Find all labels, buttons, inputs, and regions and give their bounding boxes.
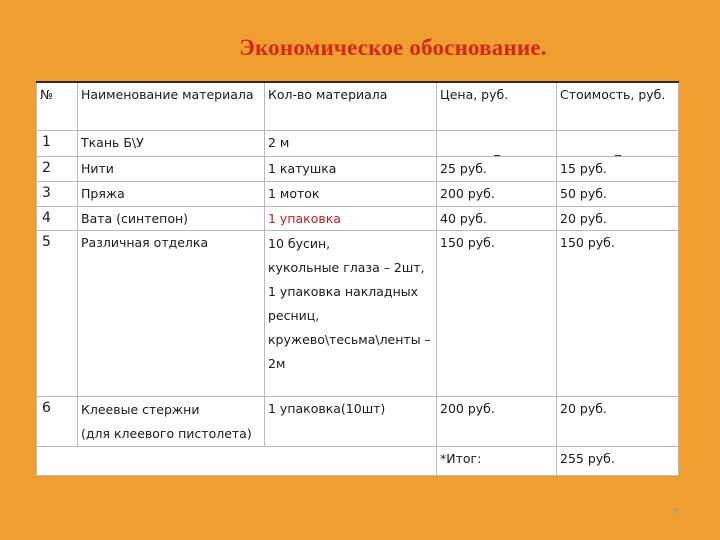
total-label-cell: *Итог: bbox=[437, 446, 557, 475]
name-line: (для клеевого пистолета) bbox=[81, 425, 252, 441]
cell-name: Пряжа bbox=[78, 181, 265, 206]
cell-qty: 2 м bbox=[265, 130, 437, 156]
cell-num: 5 bbox=[37, 230, 78, 396]
header-cell-num: № bbox=[37, 82, 78, 130]
cell-num: 4 bbox=[37, 206, 78, 230]
cell-num: 3 bbox=[37, 181, 78, 206]
cell-price: 200 руб. bbox=[437, 396, 557, 446]
cost-table-container bbox=[36, 81, 679, 476]
cell-name: Нити bbox=[78, 156, 265, 181]
cell-name: Вата (синтепон) bbox=[78, 206, 265, 230]
cell-cost: 20 руб. bbox=[557, 396, 679, 446]
cost-table bbox=[36, 81, 679, 476]
table-row bbox=[37, 230, 679, 396]
qty-line: ресниц, bbox=[268, 307, 320, 323]
cell-num: 6 bbox=[37, 396, 78, 446]
cell-price: _ bbox=[437, 130, 557, 156]
cell-name: Различная отделка bbox=[78, 230, 265, 396]
cell-qty: 1 упаковка bbox=[265, 206, 437, 230]
header-cell-price: Цена, руб. bbox=[437, 82, 557, 130]
name-line: Клеевые стержни bbox=[81, 401, 200, 417]
cell-cost: 150 руб. bbox=[557, 230, 679, 396]
total-value-cell: 255 руб. bbox=[557, 446, 679, 475]
table-row bbox=[37, 396, 679, 446]
cell-num: 2 bbox=[37, 156, 78, 181]
qty-line: кружево\тесьма\ленты – bbox=[268, 331, 431, 347]
cell-cost: 15 руб. bbox=[557, 156, 679, 181]
total-blank-cell bbox=[37, 446, 437, 475]
header-cell-name: Наименование материала bbox=[78, 82, 265, 130]
slide-title: Экономическое обоснование. bbox=[239, 35, 547, 60]
cell-name: Ткань Б\У bbox=[78, 130, 265, 156]
cell-price: 200 руб. bbox=[437, 181, 557, 206]
cell-qty: 1 упаковка(10шт) bbox=[265, 396, 437, 446]
cell-qty bbox=[265, 230, 437, 396]
cell-cost: 50 руб. bbox=[557, 181, 679, 206]
table-row bbox=[37, 181, 679, 206]
cell-name bbox=[78, 396, 265, 446]
cell-cost: 20 руб. bbox=[557, 206, 679, 230]
header-cell-cost: Стоимость, руб. bbox=[557, 82, 679, 130]
table-row bbox=[37, 156, 679, 181]
cell-num: 1 bbox=[37, 130, 78, 156]
cell-price: 40 руб. bbox=[437, 206, 557, 230]
cell-qty: 1 катушка bbox=[265, 156, 437, 181]
table-row bbox=[37, 206, 679, 230]
qty-line: кукольные глаза – 2шт, bbox=[268, 259, 425, 275]
table-header-row bbox=[37, 82, 679, 130]
qty-line: 1 упаковка накладных bbox=[268, 283, 419, 299]
header-cell-qty: Кол-во материала bbox=[265, 82, 437, 130]
cell-cost: _ bbox=[557, 130, 679, 156]
qty-line: 10 бусин, bbox=[268, 235, 331, 251]
table-row bbox=[37, 130, 679, 156]
page-number: 7 bbox=[671, 508, 678, 519]
cell-qty: 1 моток bbox=[265, 181, 437, 206]
qty-line: 2м bbox=[268, 355, 286, 371]
cell-price: 25 руб. bbox=[437, 156, 557, 181]
total-row bbox=[37, 446, 679, 475]
cell-price: 150 руб. bbox=[437, 230, 557, 396]
